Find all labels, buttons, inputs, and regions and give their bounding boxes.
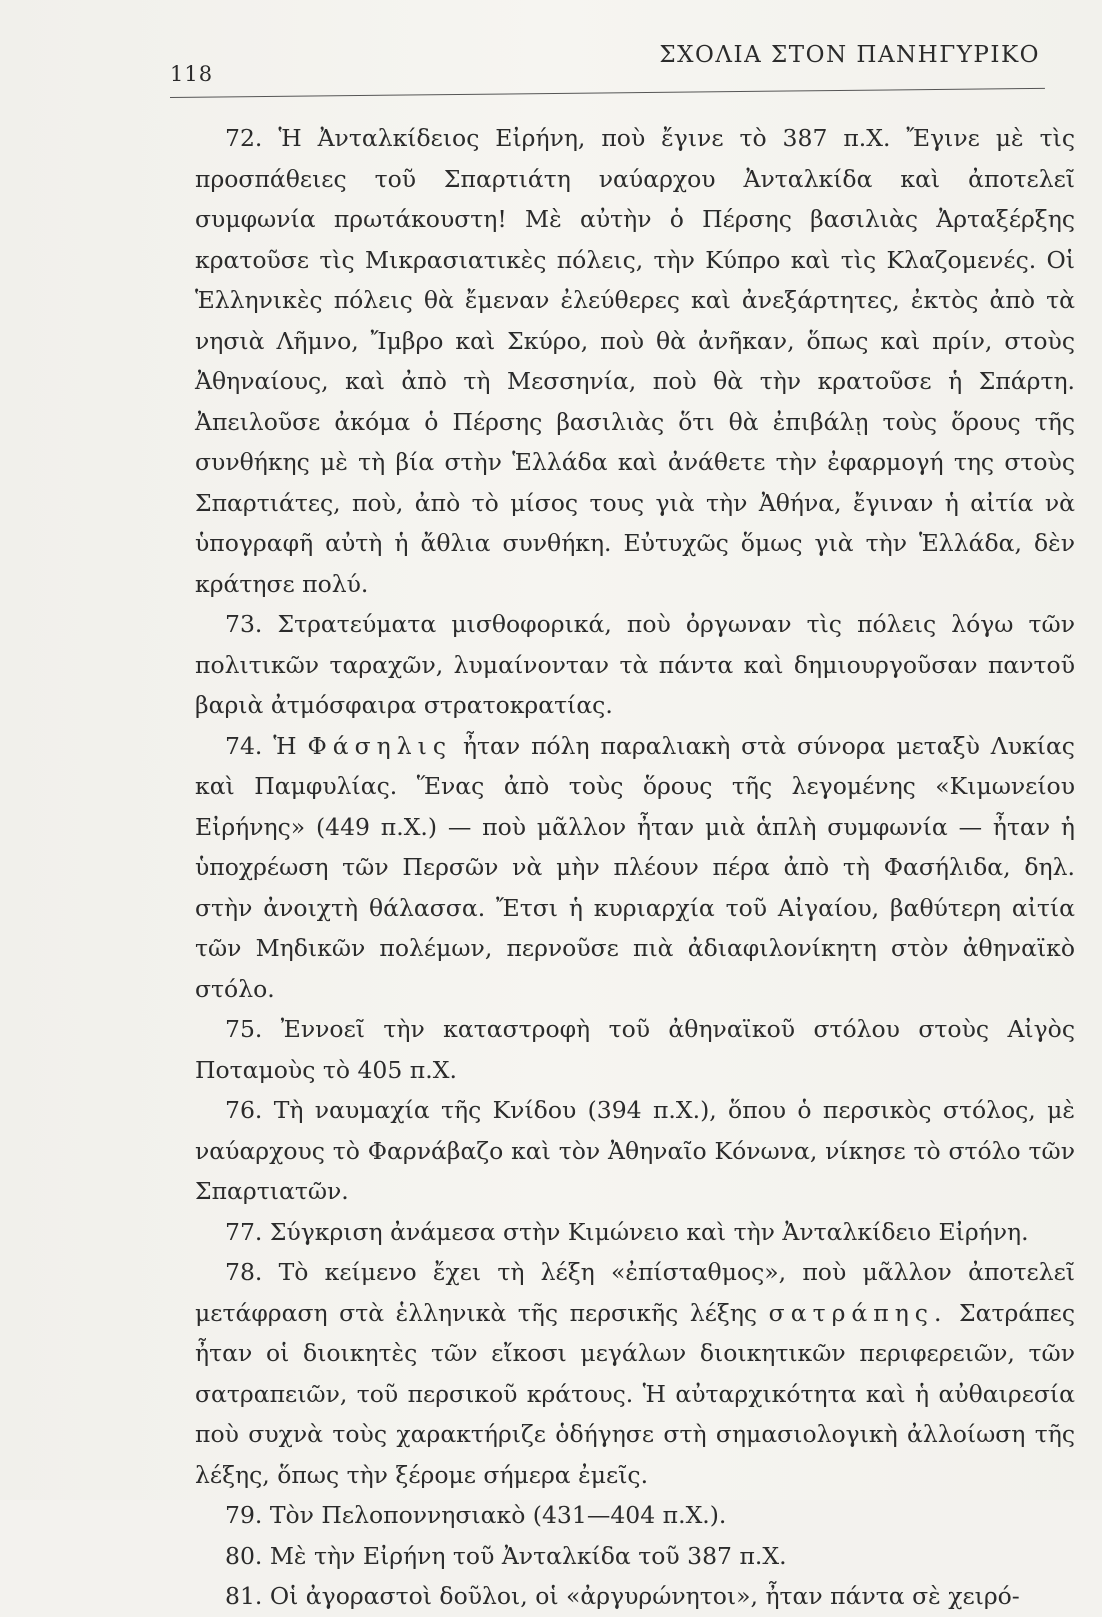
note-74-num: 74. Ἡ	[225, 731, 297, 760]
note-74	[195, 726, 1075, 1010]
note-81: 81. Οἱ ἀγοραστοὶ δοῦλοι, οἱ «ἀργυρώνητοι», ἦταν πάντα σὲ χειρό-	[225, 1582, 1020, 1610]
note-74-spaced-word: Φάσηλις	[307, 731, 453, 760]
note-78	[195, 1252, 1075, 1495]
running-head: ΣΧΟΛΙΑ ΣΤΟΝ ΠΑΝΗΓΥΡΙΚΟ	[659, 42, 1040, 68]
note-78-spaced-word: σατράπης.	[768, 1298, 948, 1327]
note-77: 77. Σύγκριση ἀνάμεσα στὴν Κιμώνειο καὶ τὴν Ἀνταλκίδειο Εἰρήνη.	[225, 1217, 1029, 1246]
note-80: 80. Μὲ τὴν Εἰρήνη τοῦ Ἀνταλκίδα τοῦ 387 π.Χ.	[225, 1541, 787, 1570]
note-78-after: Σατράπες ἦταν οἱ διοικητὲς τῶν εἴκοσι μεγάλων διοικητικῶν περιφερειῶν, τῶν σατραπειῶν, τοῦ περσικοῦ κράτους. Ἡ αὐταρχικότητα καὶ ἡ αὐθαιρεσία ποὺ συχνὰ τοὺς χαρακτήριζε ὁδήγησε στὴ σημασιολογικὴ ἀλλοίωση τῆς λέξης, ὅπως τὴν ξέρομε σήμερα ἐμεῖς.	[195, 1298, 1075, 1489]
notes-body	[195, 118, 1075, 1617]
note-74-text: ἦταν πόλη παραλιακὴ στὰ σύνορα μεταξὺ Λυκίας καὶ Παμφυλίας. Ἕνας ἀπὸ τοὺς ὅρους τῆς λεγομένης «Κιμωνείου Εἰρήνης» (449 π.Χ.) — ποὺ μᾶλλον ἦταν μιὰ ἁπλὴ συμφωνία — ἦταν ἡ ὑποχρέωση τῶν Περσῶν νὰ μὴν πλέουν πέρα ἀπὸ τὴ Φασήλιδα, δηλ. στὴν ἀνοιχτὴ θάλασσα. Ἔτσι ἡ κυριαρχία τοῦ Αἰγαίου, βαθύτερη αἰτία τῶν Μηδικῶν πολέμων, περνοῦσε πιὰ ἀδιαφιλονίκητη στὸν ἀθηναϊκὸ στόλο.	[195, 731, 1075, 1003]
note-75: 75. Ἐννοεῖ τὴν καταστροφὴ τοῦ ἀθηναϊκοῦ στόλου στοὺς Αἰγὸς Ποταμοὺς τὸ 405 π.Χ.	[195, 1015, 1075, 1084]
page-header	[170, 38, 1070, 100]
note-76: 76. Τὴ ναυμαχία τῆς Κνίδου (394 π.Χ.), ὅπου ὁ περσικὸς στόλος, μὲ ναύαρχους τὸ Φαρνάβαζο καὶ τὸν Ἀθηναῖο Κόνωνα, νίκησε τὸ στόλο τῶν Σπαρτιατῶν.	[195, 1096, 1075, 1205]
note-72: 72. Ἡ Ἀνταλκίδειος Εἰρήνη, ποὺ ἔγινε τὸ 387 π.Χ. Ἔγινε μὲ τὶς προσπάθειες τοῦ Σπαρτιάτη ναύαρχου Ἀνταλκίδα καὶ ἀποτελεῖ συμφωνία πρωτάκουστη! Μὲ αὐτὴν ὁ Πέρσης βασιλιὰς Ἀρταξέρξης κρατοῦσε τὶς Μικρασιατικὲς πόλεις, τὴν Κύπρο καὶ τὶς Κλαζομενές. Οἱ Ἑλληνικὲς πόλεις θὰ ἔμεναν ἐλεύθερες καὶ ἀνεξάρτητες, ἐκτὸς ἀπὸ τὰ νησιὰ Λῆμνο, Ἴμβρο καὶ Σκύρο, ποὺ θὰ ἀνῆκαν, ὅπως καὶ πρίν, στοὺς Ἀθηναίους, καὶ ἀπὸ τὴ Μεσσηνία, ποὺ θὰ τὴν κρατοῦσε ἡ Σπάρτη. Ἀπειλοῦσε ἀκόμα ὁ Πέρσης βασιλιὰς ὅτι θὰ ἐπιβάλῃ τοὺς ὅρους τῆς συνθήκης μὲ τὴ βία στὴν Ἑλλάδα καὶ ἀνάθετε τὴν ἐφαρμογή της στοὺς Σπαρτιάτες, ποὺ, ἀπὸ τὸ μίσος τους γιὰ τὴν Ἀθήνα, ἔγιναν ἡ αἰτία νὰ ὑπογραφῆ αὐτὴ ἡ ἄθλια συνθήκη. Εὐτυχῶς ὅμως γιὰ τὴν Ἑλλάδα, δὲν κράτησε πολύ.	[195, 124, 1075, 598]
page-number: 118	[170, 62, 214, 86]
note-79: 79. Τὸν Πελοποννησιακὸ (431—404 π.Χ.).	[225, 1501, 727, 1529]
note-73: 73. Στρατεύματα μισθοφορικά, ποὺ ὀργωναν τὶς πόλεις λόγω τῶν πολιτικῶν ταραχῶν, λυμαίνονταν τὰ πάντα καὶ δημιουργοῦσαν παντοῦ βαριὰ ἀτμόσφαιρα στρατοκρατίας.	[195, 610, 1075, 719]
note-78-before: 78. Τὸ κείμενο ἔχει τὴ λέξη «ἐπίσταθμος», ποὺ μᾶλλον ἀποτελεῖ μετάφραση στὰ ἑλληνικὰ τῆς περσικῆς λέξης	[195, 1258, 1075, 1327]
